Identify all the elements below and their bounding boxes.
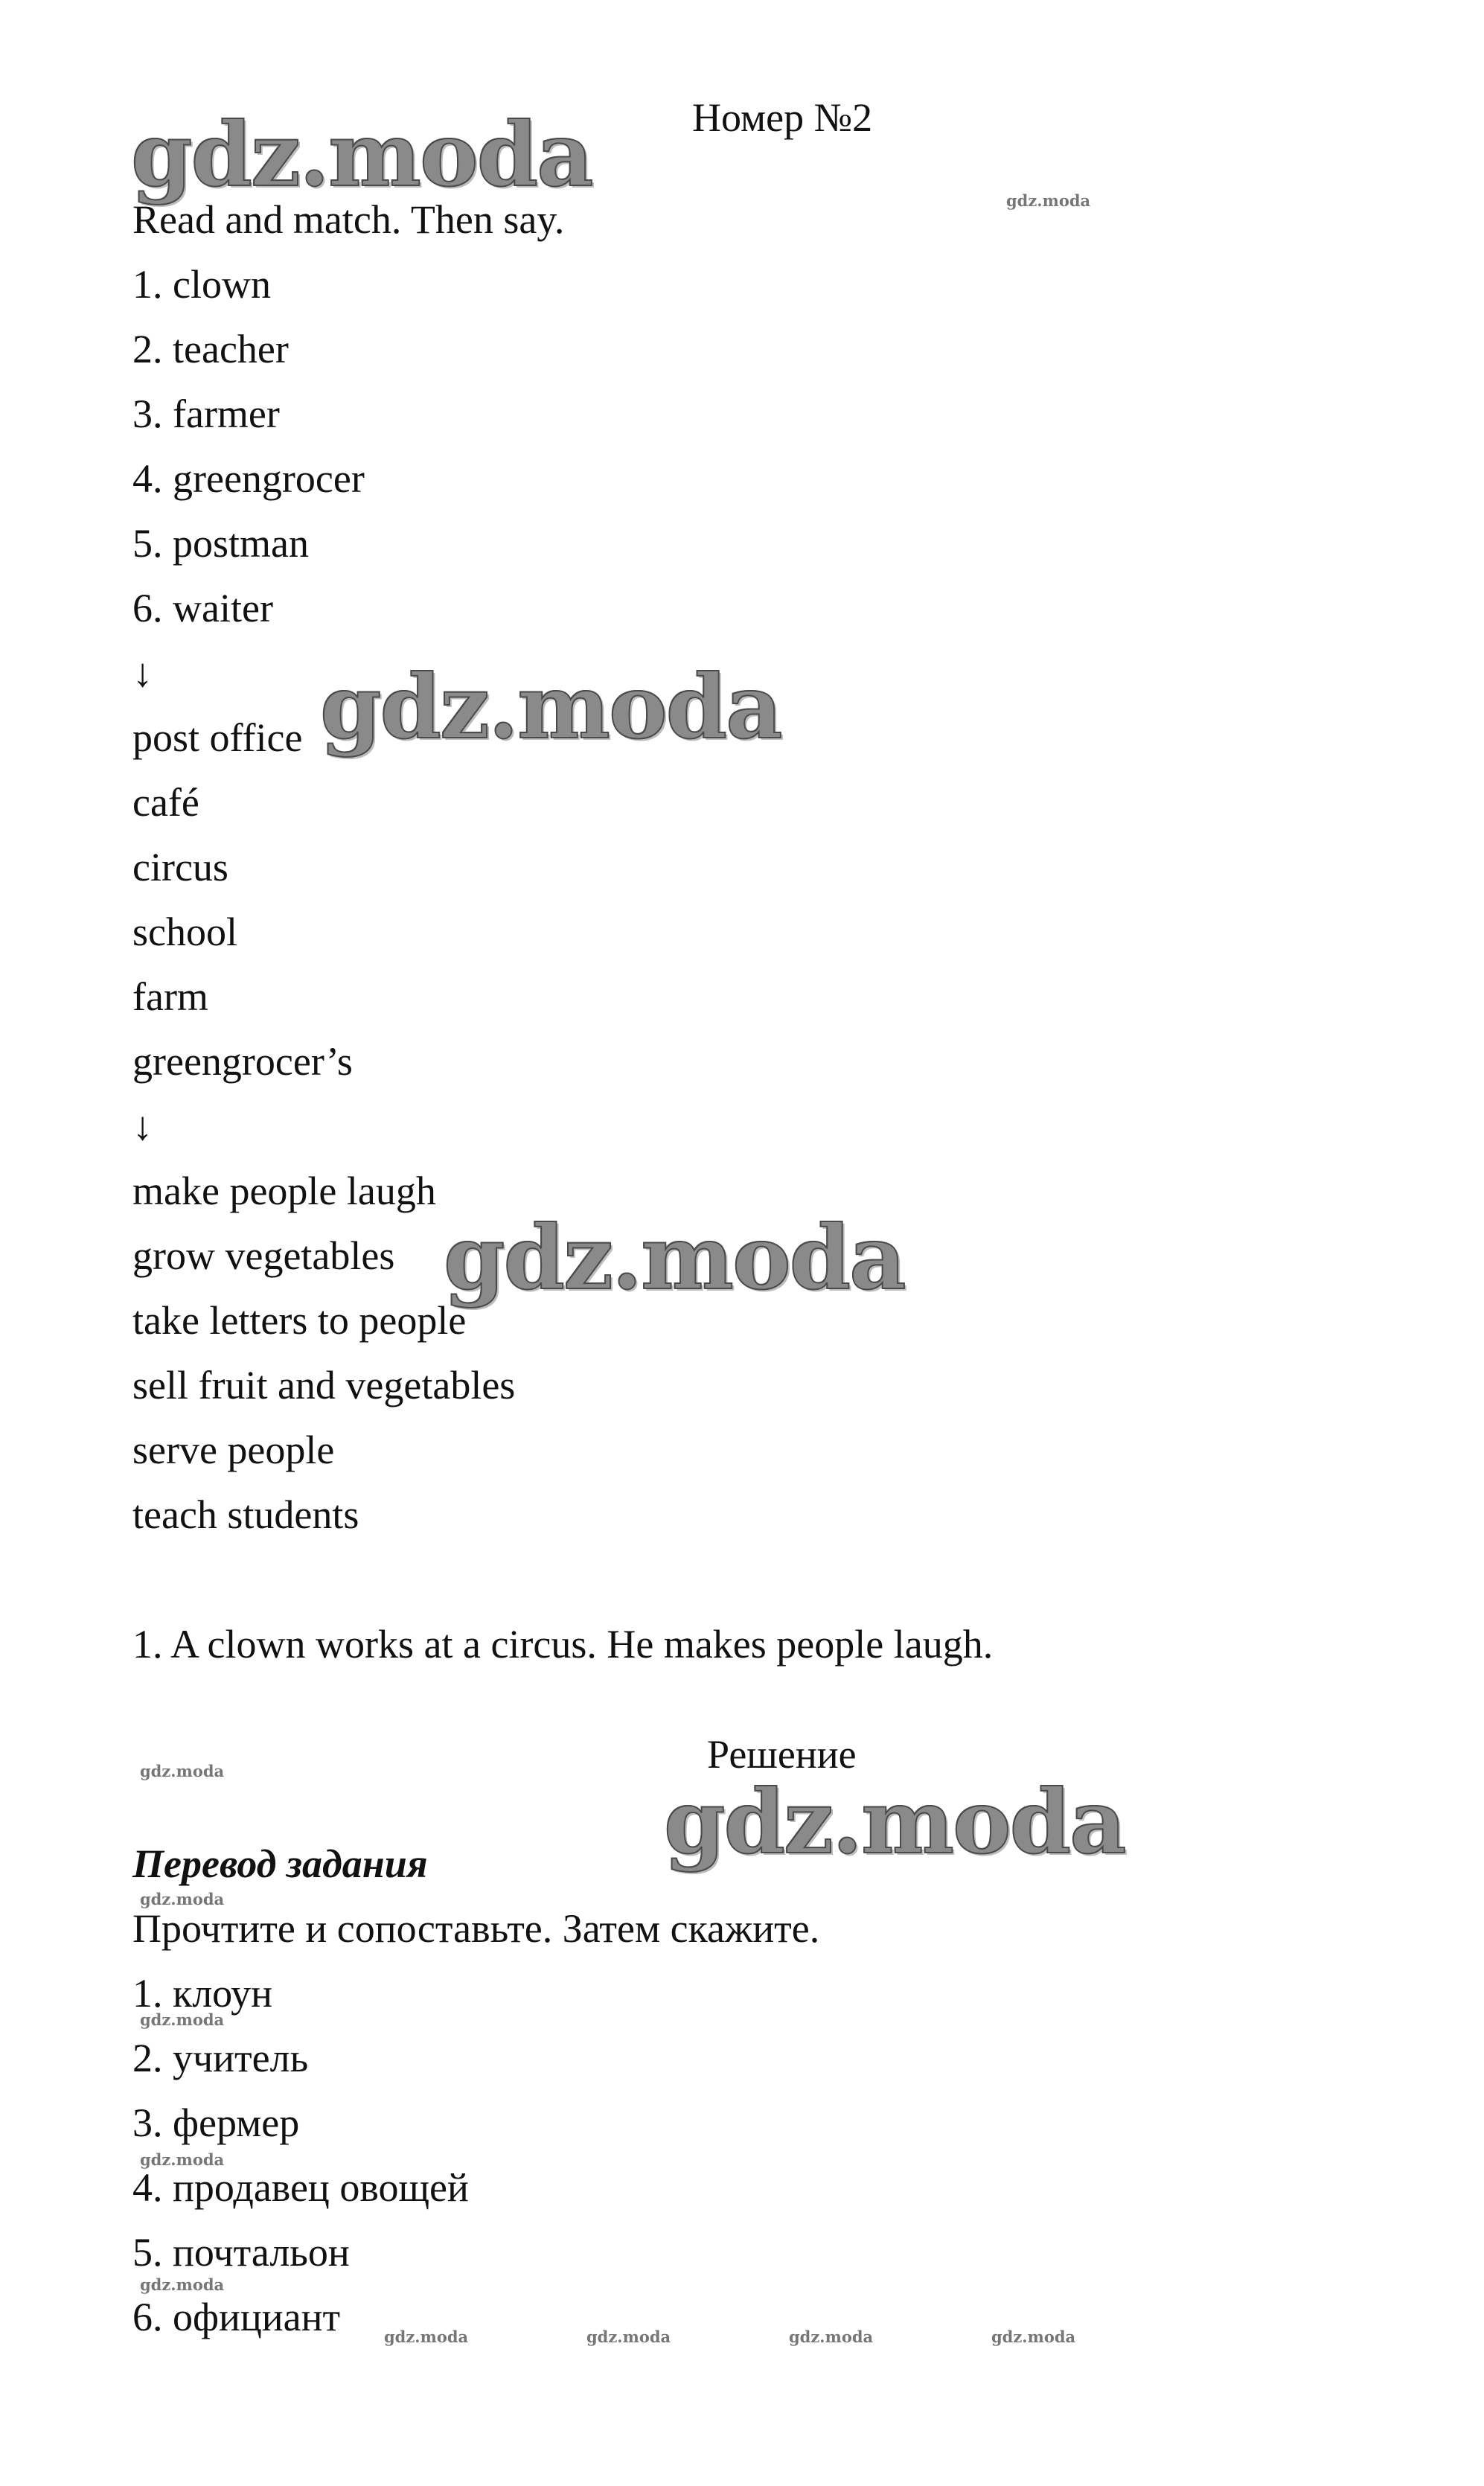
place-item: café (132, 780, 199, 825)
action-item: grow vegetables (132, 1233, 395, 1278)
profession-item: 5. postman (132, 521, 309, 566)
translated-profession-item: 4. продавец овощей (132, 2165, 469, 2210)
profession-item: 2. teacher (132, 327, 289, 371)
action-item: serve people (132, 1428, 335, 1472)
action-item: take letters to people (132, 1298, 467, 1343)
down-arrow-icon: ↓ (132, 1104, 153, 1148)
profession-item: 3. farmer (132, 392, 280, 436)
place-item: greengrocer’s (132, 1039, 353, 1084)
watermark-small: gdz.moda (140, 1762, 225, 1780)
watermark-small: gdz.moda (140, 2010, 225, 2029)
action-item: sell fruit and vegetables (132, 1363, 516, 1407)
translated-profession-item: 6. официант (132, 2295, 341, 2339)
watermark-small: gdz.moda (789, 2327, 874, 2346)
translated-profession-item: 2. учитель (132, 2036, 309, 2080)
watermark-small: gdz.moda (140, 2275, 225, 2294)
action-item: teach students (132, 1492, 359, 1537)
watermark-logo: gdz.moda (320, 655, 781, 758)
watermark-small: gdz.moda (140, 2150, 225, 2169)
down-arrow-icon: ↓ (132, 651, 153, 695)
watermark-small: gdz.moda (1006, 191, 1091, 210)
watermark-logo: gdz.moda (131, 103, 592, 206)
watermark-logo: gdz.moda (444, 1206, 905, 1309)
task-instruction: Read and match. Then say. (132, 197, 565, 242)
action-item: make people laugh (132, 1169, 436, 1213)
profession-item: 6. waiter (132, 586, 273, 630)
translated-profession-item: 5. почтальон (132, 2230, 350, 2275)
watermark-small: gdz.moda (586, 2327, 671, 2346)
task-number-title: Номер №2 (692, 95, 873, 140)
solution-title: Решение (707, 1732, 857, 1777)
place-item: farm (132, 974, 208, 1019)
example-sentence: 1. A clown works at a circus. He makes people laugh. (132, 1622, 994, 1667)
translated-profession-item: 3. фермер (132, 2100, 300, 2145)
watermark-small: gdz.moda (140, 1890, 225, 1908)
place-item: circus (132, 845, 228, 889)
profession-item: 1. clown (132, 262, 271, 307)
place-item: post office (132, 715, 303, 760)
profession-item: 4. greengrocer (132, 456, 365, 501)
place-item: school (132, 910, 237, 954)
watermark-logo: gdz.moda (664, 1770, 1125, 1873)
watermark-small: gdz.moda (384, 2327, 469, 2346)
translation-heading: Перевод задания (132, 1841, 428, 1886)
watermark-small: gdz.moda (991, 2327, 1076, 2346)
translation-instruction: Прочтите и сопоставьте. Затем скажите. (132, 1906, 820, 1951)
translated-profession-item: 1. клоун (132, 1971, 273, 2016)
